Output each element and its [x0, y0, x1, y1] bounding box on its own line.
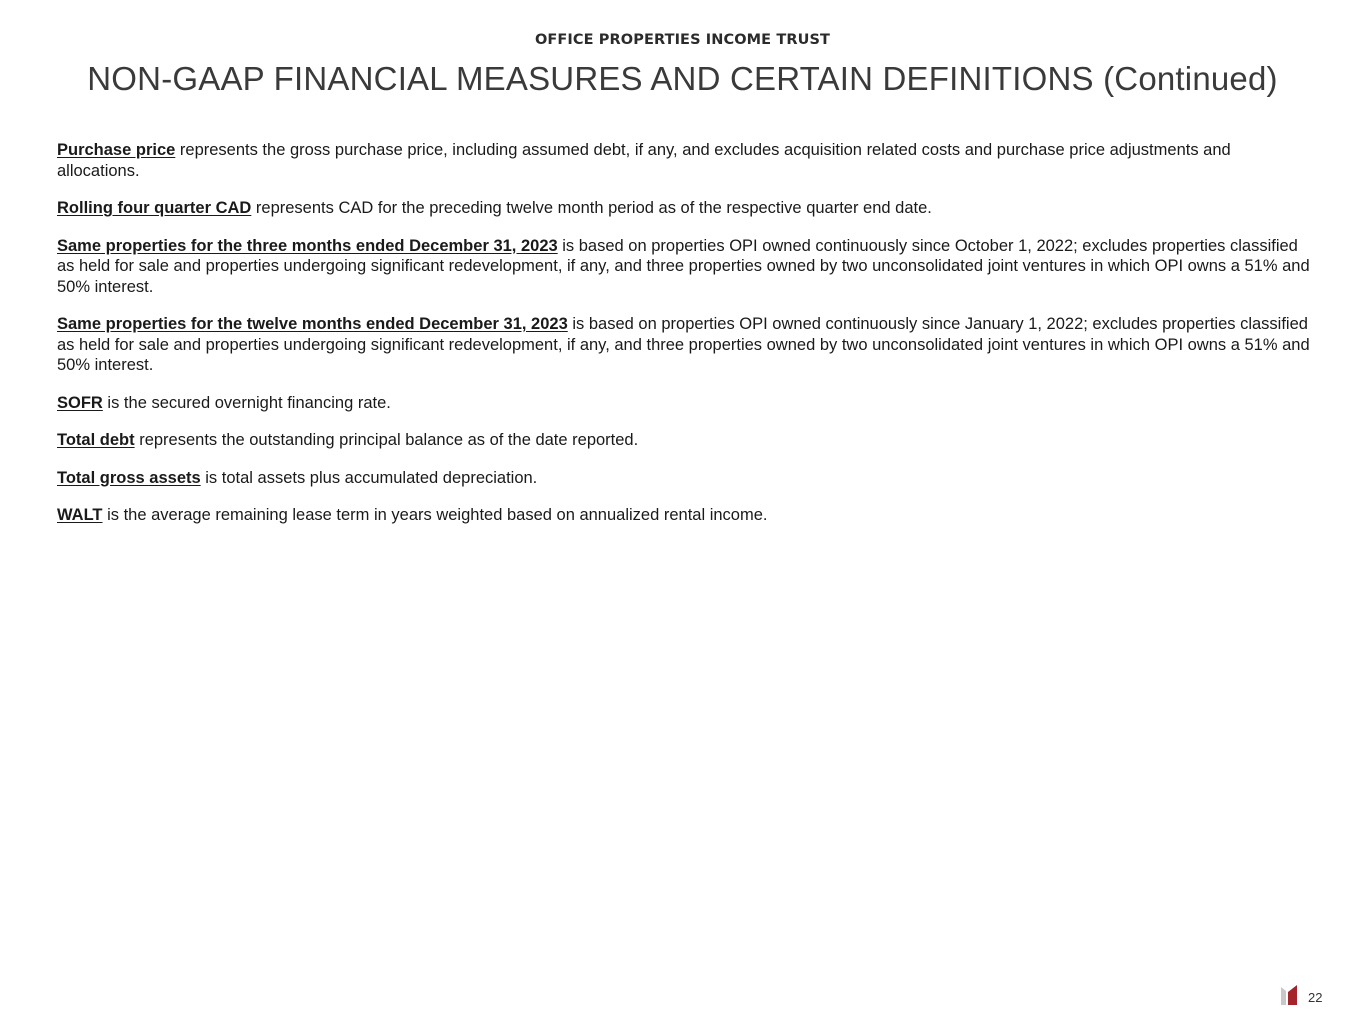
- definition-text: represents CAD for the preceding twelve month period as of the respective quarter end date.: [251, 199, 932, 217]
- definition-item: [57, 236, 1317, 298]
- definition-term: WALT: [57, 506, 103, 524]
- page-title: NON-GAAP FINANCIAL MEASURES AND CERTAIN DEFINITIONS (Continued): [87, 60, 1278, 97]
- definition-text: is the average remaining lease term in years weighted based on annualized rental income.: [102, 506, 768, 524]
- definition-item: [57, 140, 1317, 181]
- definition-term: Rolling four quarter CAD: [57, 199, 252, 217]
- company-logo-icon: [1280, 984, 1298, 1006]
- definition-item: [57, 430, 1317, 451]
- definition-item: [57, 198, 1317, 219]
- definition-item: [57, 393, 1317, 414]
- definition-text: represents the gross purchase price, including assumed debt, if any, and excludes acquisition related costs and purchase price adjustments and allocations.: [57, 141, 1231, 180]
- definition-term: Total gross assets: [57, 468, 201, 487]
- definition-text: is total assets plus accumulated depreciation.: [200, 468, 538, 487]
- definition-text: is the secured overnight financing rate.: [102, 393, 391, 412]
- definition-term: Same properties for the twelve months ended December 31, 2023: [57, 315, 568, 333]
- page-number: 22: [1308, 990, 1323, 1005]
- definition-item: [57, 505, 1317, 526]
- definition-item: [57, 314, 1317, 376]
- company-name: OFFICE PROPERTIES INCOME TRUST: [534, 32, 831, 48]
- definition-term: Total debt: [57, 431, 135, 449]
- definition-item: [57, 468, 1317, 489]
- logo-red-shape: [1288, 985, 1297, 1005]
- definition-text: is based on properties OPI owned continuously since October 1, 2022; excludes properties classified as held for sale and properties undergoing significant redevelopment, if any, and three properties owned by two unconsolidated joint ventures in which OPI owns a 51% and 50% interest.: [57, 236, 1310, 296]
- definition-text: represents the outstanding principal balance as of the date reported.: [134, 431, 639, 449]
- logo-gray-shape: [1281, 987, 1286, 1005]
- definition-term: Same properties for the three months ended December 31, 2023: [57, 236, 558, 255]
- definition-text: is based on properties OPI owned continuously since January 1, 2022; excludes properties classified as held for sale and properties undergoing significant redevelopment, if any, and three properties owned by two unconsolidated joint ventures in which OPI owns a 51% and 50% interest.: [57, 315, 1310, 374]
- definition-term: SOFR: [57, 393, 103, 412]
- definition-term: Purchase price: [57, 141, 176, 159]
- definitions-list: [57, 140, 1317, 543]
